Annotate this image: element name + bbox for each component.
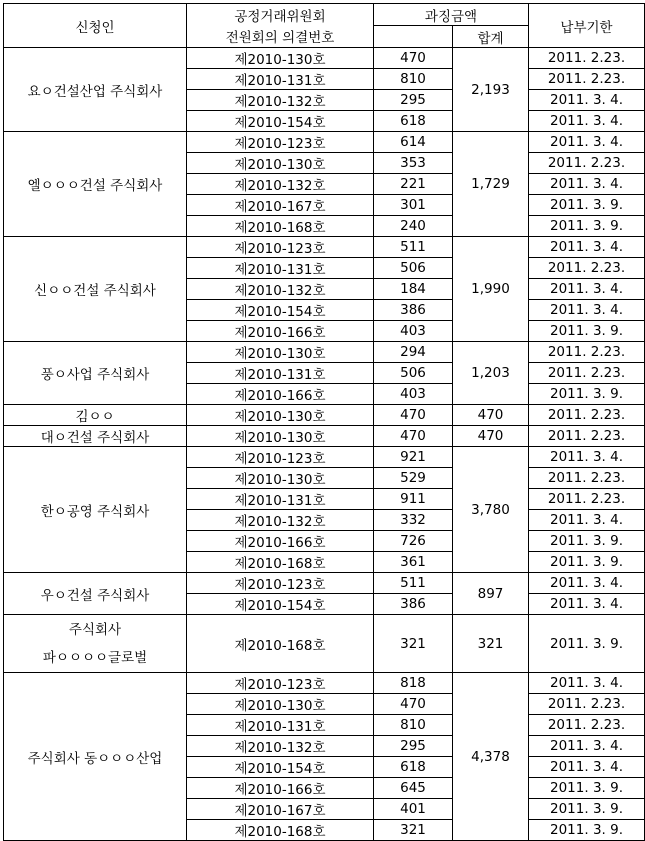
due-date: 2011. 3. 4. [529,237,645,258]
due-date: 2011. 3. 4. [529,132,645,153]
due-date: 2011. 3. 4. [529,510,645,531]
penalty-amount: 403 [374,321,453,342]
group-total: 2,193 [453,48,529,132]
decision-number: 제2010-123호 [187,673,374,694]
penalty-amount: 321 [374,615,453,673]
applicant-name: 주식회사 동ㅇㅇㅇ산업 [27,750,163,767]
decision-number: 제2010-132호 [187,90,374,111]
due-date: 2011. 3. 9. [529,384,645,405]
decision-number: 제2010-131호 [187,69,374,90]
table-row [4,426,645,447]
penalty-amount: 506 [374,363,453,384]
applicant-cell [4,405,187,426]
applicant-name: 엘ㅇㅇㅇ건설 주식회사 [27,178,163,194]
penalty-amount: 645 [374,778,453,799]
table-row [4,342,645,363]
group-total: 4,378 [453,673,529,841]
penalty-amount: 511 [374,237,453,258]
decision-number: 제2010-131호 [187,258,374,279]
penalty-amount: 386 [374,300,453,321]
penalty-amount: 470 [374,48,453,69]
applicant-name: 요ㅇ건설산업 주식회사 [27,83,163,100]
penalty-amount: 810 [374,69,453,90]
penalty-amount: 470 [374,405,453,426]
table-row [4,673,645,694]
applicant-name: 한ㅇ공영 주식회사 [40,503,150,520]
applicant-cell [4,426,187,447]
due-date: 2011. 3. 9. [529,531,645,552]
due-date: 2011. 2.23. [529,489,645,510]
applicant-cell [4,615,187,673]
group-total: 1,203 [453,342,529,405]
penalty-amount: 529 [374,468,453,489]
penalty-amount: 470 [374,426,453,447]
penalty-amount: 614 [374,132,453,153]
due-date: 2011. 3. 4. [529,279,645,300]
decision-number: 제2010-130호 [187,405,374,426]
decision-number: 제2010-130호 [187,426,374,447]
applicant-cell [4,673,187,841]
decision-number: 제2010-167호 [187,195,374,216]
decision-number: 제2010-168호 [187,552,374,573]
applicant-name: 김ㅇㅇ [75,409,115,425]
applicant-cell [4,48,187,132]
applicant-name: 주식회사 [68,621,122,638]
due-date: 2011. 3. 9. [529,615,645,673]
penalty-amount: 295 [374,90,453,111]
applicant-name: 대ㅇ건설 주식회사 [40,430,150,446]
due-date: 2011. 3. 4. [529,673,645,694]
decision-number: 제2010-130호 [187,694,374,715]
penalty-amount: 511 [374,573,453,594]
decision-number: 제2010-154호 [187,300,374,321]
penalty-amount: 401 [374,799,453,820]
decision-number: 제2010-130호 [187,342,374,363]
applicant-name: 우ㅇ건설 주식회사 [40,587,150,604]
penalty-amount: 221 [374,174,453,195]
due-date: 2011. 3. 9. [529,216,645,237]
due-date: 2011. 3. 4. [529,573,645,594]
penalty-amount: 184 [374,279,453,300]
decision-number: 제2010-132호 [187,736,374,757]
due-date: 2011. 3. 9. [529,778,645,799]
applicant-name: 신ㅇㅇ건설 주식회사 [34,283,156,299]
decision-number: 제2010-130호 [187,153,374,174]
header-applicant: 신청인 [4,4,187,48]
penalty-amount: 301 [374,195,453,216]
penalty-amount: 294 [374,342,453,363]
applicant-name-line2: 파ㅇㅇㅇㅇ글로벌 [42,649,148,666]
table-row [4,48,645,69]
group-total: 470 [453,405,529,426]
applicant-cell [4,237,187,342]
decision-number: 제2010-154호 [187,757,374,778]
due-date: 2011. 2.23. [529,715,645,736]
decision-number: 제2010-168호 [187,216,374,237]
due-date: 2011. 2.23. [529,69,645,90]
header-total: 합계 [453,26,529,48]
decision-number: 제2010-131호 [187,489,374,510]
due-date: 2011. 2.23. [529,405,645,426]
penalty-amount: 810 [374,715,453,736]
table-row [4,405,645,426]
decision-number: 제2010-166호 [187,384,374,405]
applicant-cell [4,573,187,615]
decision-number: 제2010-166호 [187,778,374,799]
penalty-amount: 332 [374,510,453,531]
table-row [4,573,645,594]
group-total: 3,780 [453,447,529,573]
decision-number: 제2010-132호 [187,279,374,300]
penalty-amount: 240 [374,216,453,237]
group-total: 1,990 [453,237,529,342]
due-date: 2011. 2.23. [529,694,645,715]
decision-number: 제2010-168호 [187,820,374,841]
penalty-amount: 726 [374,531,453,552]
due-date: 2011. 2.23. [529,48,645,69]
penalty-amount: 386 [374,594,453,615]
due-date: 2011. 3. 4. [529,757,645,778]
decision-number: 제2010-131호 [187,715,374,736]
group-total: 321 [453,615,529,673]
penalty-amount: 818 [374,673,453,694]
table-row [4,237,645,258]
applicant-cell [4,447,187,573]
due-date: 2011. 3. 4. [529,300,645,321]
penalty-amount: 295 [374,736,453,757]
due-date: 2011. 3. 4. [529,594,645,615]
penalty-amount: 361 [374,552,453,573]
decision-number: 제2010-167호 [187,799,374,820]
due-date: 2011. 2.23. [529,342,645,363]
penalty-table [3,3,645,841]
penalty-amount: 506 [374,258,453,279]
due-date: 2011. 3. 9. [529,799,645,820]
due-date: 2011. 2.23. [529,153,645,174]
group-total: 470 [453,426,529,447]
penalty-amount: 470 [374,694,453,715]
decision-number: 제2010-123호 [187,573,374,594]
penalty-amount: 618 [374,111,453,132]
due-date: 2011. 2.23. [529,258,645,279]
decision-number: 제2010-132호 [187,174,374,195]
table-body [4,48,645,841]
decision-number: 제2010-123호 [187,132,374,153]
due-date: 2011. 3. 4. [529,736,645,757]
due-date: 2011. 3. 4. [529,90,645,111]
header-amount-blank [374,26,453,48]
decision-number: 제2010-130호 [187,468,374,489]
header-amount: 과징금액 [374,4,529,26]
penalty-amount: 911 [374,489,453,510]
decision-number: 제2010-154호 [187,594,374,615]
table-row [4,132,645,153]
penalty-amount: 403 [374,384,453,405]
table-row [4,447,645,468]
decision-number: 제2010-166호 [187,531,374,552]
due-date: 2011. 3. 9. [529,820,645,841]
due-date: 2011. 2.23. [529,468,645,489]
due-date: 2011. 3. 4. [529,111,645,132]
decision-number: 제2010-132호 [187,510,374,531]
due-date: 2011. 3. 9. [529,195,645,216]
decision-number: 제2010-123호 [187,237,374,258]
group-total: 897 [453,573,529,615]
decision-number: 제2010-123호 [187,447,374,468]
due-date: 2011. 3. 4. [529,447,645,468]
due-date: 2011. 3. 4. [529,174,645,195]
penalty-amount: 321 [374,820,453,841]
header-decision-line2: 전원회의 의결번호 [187,26,374,48]
applicant-cell [4,342,187,405]
header-due: 납부기한 [529,4,645,48]
group-total: 1,729 [453,132,529,237]
due-date: 2011. 2.23. [529,363,645,384]
decision-number: 제2010-130호 [187,48,374,69]
decision-number: 제2010-131호 [187,363,374,384]
due-date: 2011. 3. 9. [529,552,645,573]
penalty-amount: 921 [374,447,453,468]
due-date: 2011. 2.23. [529,426,645,447]
applicant-name: 풍ㅇ사업 주식회사 [40,367,150,383]
due-date: 2011. 3. 9. [529,321,645,342]
penalty-amount: 618 [374,757,453,778]
decision-number: 제2010-166호 [187,321,374,342]
header-decision-line1: 공정거래위원회 [187,4,374,26]
decision-number: 제2010-168호 [187,615,374,673]
table-row [4,615,645,673]
penalty-amount: 353 [374,153,453,174]
decision-number: 제2010-154호 [187,111,374,132]
applicant-cell [4,132,187,237]
